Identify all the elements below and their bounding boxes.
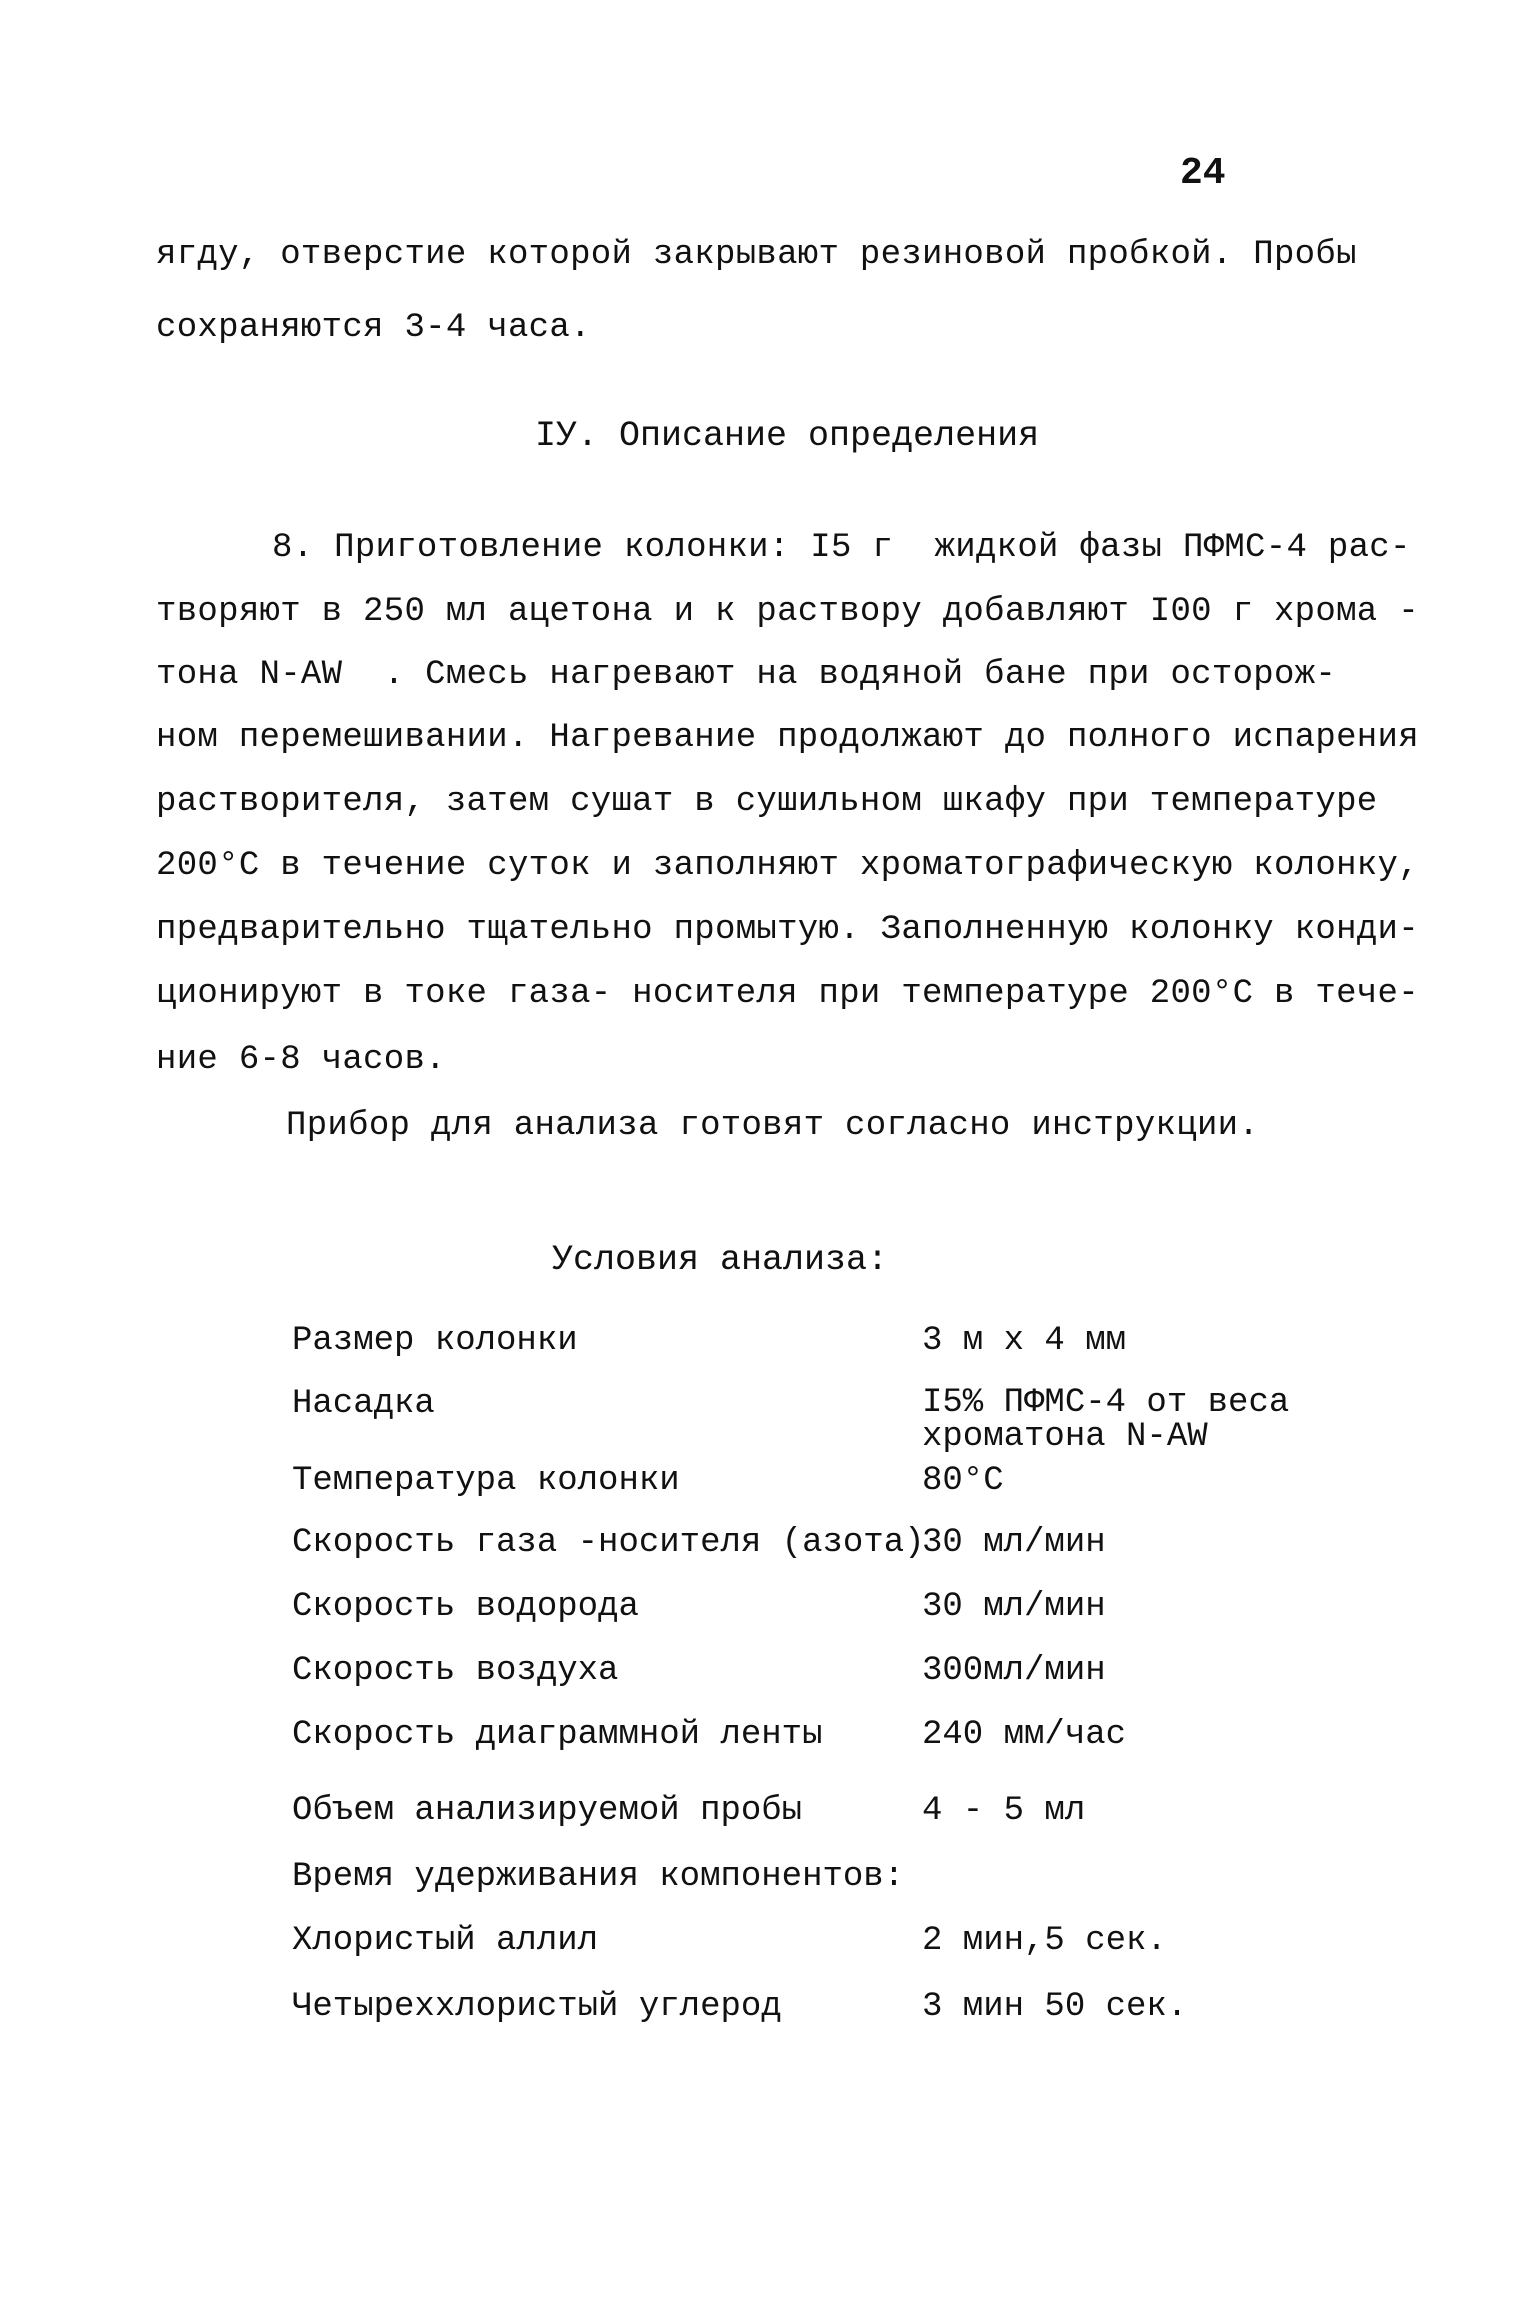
paragraph-line: тона N-AW . Смесь нагревают на водяной бане при осторож- xyxy=(156,656,1337,694)
paragraph-line: ние 6-8 часов. xyxy=(156,1041,446,1079)
condition-value: 4 - 5 мл xyxy=(922,1792,1086,1830)
condition-label: Скорость водорода xyxy=(292,1588,639,1626)
section-heading: IУ. Описание определения xyxy=(535,416,1040,456)
condition-label: Объем анализируемой пробы xyxy=(292,1792,803,1830)
condition-value: I5% ПФМС-4 от веса хроматона N-AW xyxy=(922,1384,1290,1456)
paragraph-line: творяют в 250 мл ацетона и к раствору добавляют I00 г хрома - xyxy=(156,593,1419,631)
intro-line: сохраняются 3-4 часа. xyxy=(156,309,591,347)
condition-value: 30 мл/мин xyxy=(922,1588,1106,1626)
condition-label: Скорость воздуха xyxy=(292,1652,619,1690)
paragraph-line: 200°С в течение суток и заполняют хроматографическую колонку, xyxy=(156,847,1419,885)
condition-value: 30 мл/мин xyxy=(922,1524,1106,1562)
paragraph-line: растворителя, затем сушат в сушильном шкафу при температуре xyxy=(156,783,1378,821)
paragraph-line: предварительно тщательно промытую. Заполненную колонку конди- xyxy=(156,911,1419,949)
condition-label: Скорость газа -носителя (азота) xyxy=(292,1524,925,1562)
paragraph-line: ном перемешивании. Нагревание продолжают до полного испарения xyxy=(156,719,1419,757)
paragraph-line: ционируют в токе газа- носителя при температуре 200°С в тече- xyxy=(156,975,1419,1013)
condition-label: Насадка xyxy=(292,1385,435,1423)
intro-line: ягду, отверстие которой закрывают резиновой пробкой. Пробы xyxy=(156,236,1357,274)
condition-label: Четыреххлористый углерод xyxy=(292,1988,782,2026)
condition-label: Время удерживания компонентов: xyxy=(292,1858,905,1896)
condition-value: 3 м х 4 мм xyxy=(922,1322,1127,1360)
page-number: 24 xyxy=(1180,152,1226,195)
condition-value: 80°С xyxy=(922,1462,1004,1500)
condition-label: Скорость диаграммной ленты xyxy=(292,1716,823,1754)
condition-value: 240 мм/час xyxy=(922,1716,1127,1754)
condition-value: 300мл/мин xyxy=(922,1652,1106,1690)
condition-value: 2 мин,5 сек. xyxy=(922,1922,1167,1960)
condition-value: 3 мин 50 сек. xyxy=(922,1988,1188,2026)
condition-label: Хлористый аллил xyxy=(292,1922,599,1960)
condition-label: Температура колонки xyxy=(292,1462,680,1500)
instrument-note: Прибор для анализа готовят согласно инструкции. xyxy=(286,1107,1260,1145)
condition-label: Размер колонки xyxy=(292,1322,578,1360)
conditions-heading: Условия анализа: xyxy=(552,1240,889,1280)
paragraph-line: 8. Приготовление колонки: I5 г жидкой фазы ПФМС-4 рас- xyxy=(272,529,1411,567)
